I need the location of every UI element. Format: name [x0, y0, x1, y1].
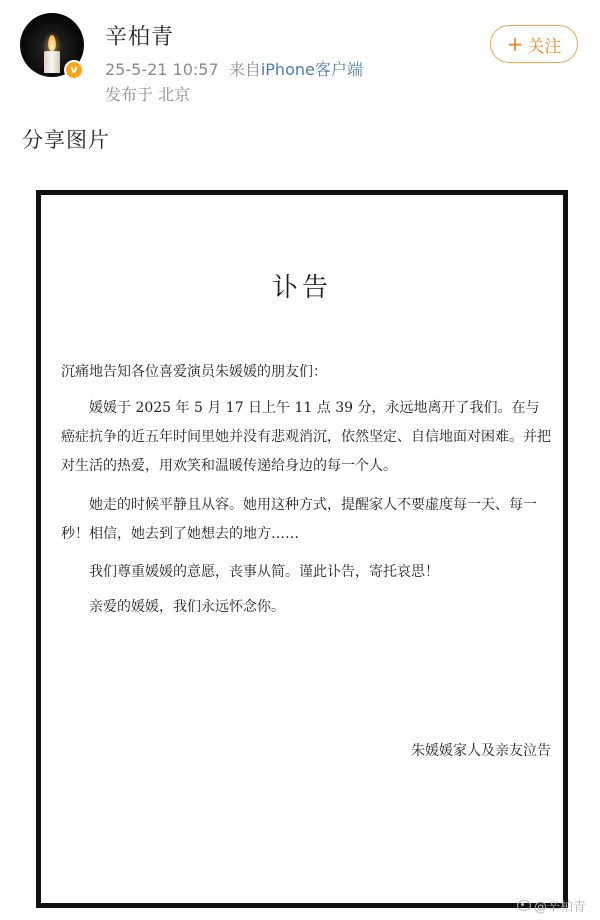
notice-title: 讣告 — [271, 273, 332, 303]
obituary-image[interactable] — [36, 190, 568, 908]
post-source-link[interactable]: iPhone客户端 — [260, 60, 363, 79]
notice-paragraph: 我们尊重媛媛的意愿，丧事从简。谨此讣告，寄托哀思！ — [89, 564, 439, 580]
notice-signature: 朱媛媛家人及亲友泣告 — [411, 743, 551, 759]
username[interactable]: 辛柏青 — [105, 25, 175, 50]
post-time: 25-5-21 10:57 — [105, 60, 219, 79]
candle-flame-icon — [48, 35, 56, 51]
notice-paragraph: 她走的时候平静且从容。她用这种方式，提醒家人不要虚度每一天、每一秒！相信，她去到了她想去的地方…… — [61, 497, 537, 542]
candle-icon — [44, 51, 60, 73]
notice-greeting: 沉痛地告知各位喜爱演员朱媛媛的朋友们： — [61, 364, 327, 380]
weibo-watermark — [517, 896, 586, 915]
follow-button[interactable] — [490, 25, 578, 63]
verified-badge-icon: v — [64, 60, 84, 80]
post-meta — [105, 57, 363, 80]
post-text: 分享图片 — [22, 128, 110, 152]
notice-paragraph: 媛媛于 2025 年 5 月 17 日上午 11 点 39 分，永远地离开了我们。在与癌症抗争的近五年时间里她并没有悲观消沉，依然坚定、自信地面对困难。并把对生活的热爱，用欢笑和温暖传递给身边的每一个人。 — [61, 400, 551, 474]
watermark-text: @辛柏青 — [533, 900, 586, 915]
weibo-icon — [517, 900, 531, 911]
follow-label: 关注 — [527, 36, 562, 57]
post-location: 发布于 北京 — [105, 85, 191, 104]
notice-paragraph: 亲爱的媛媛，我们永远怀念你。 — [89, 599, 285, 615]
plus-icon: + — [506, 32, 524, 56]
source-prefix: 来自 — [228, 60, 261, 79]
